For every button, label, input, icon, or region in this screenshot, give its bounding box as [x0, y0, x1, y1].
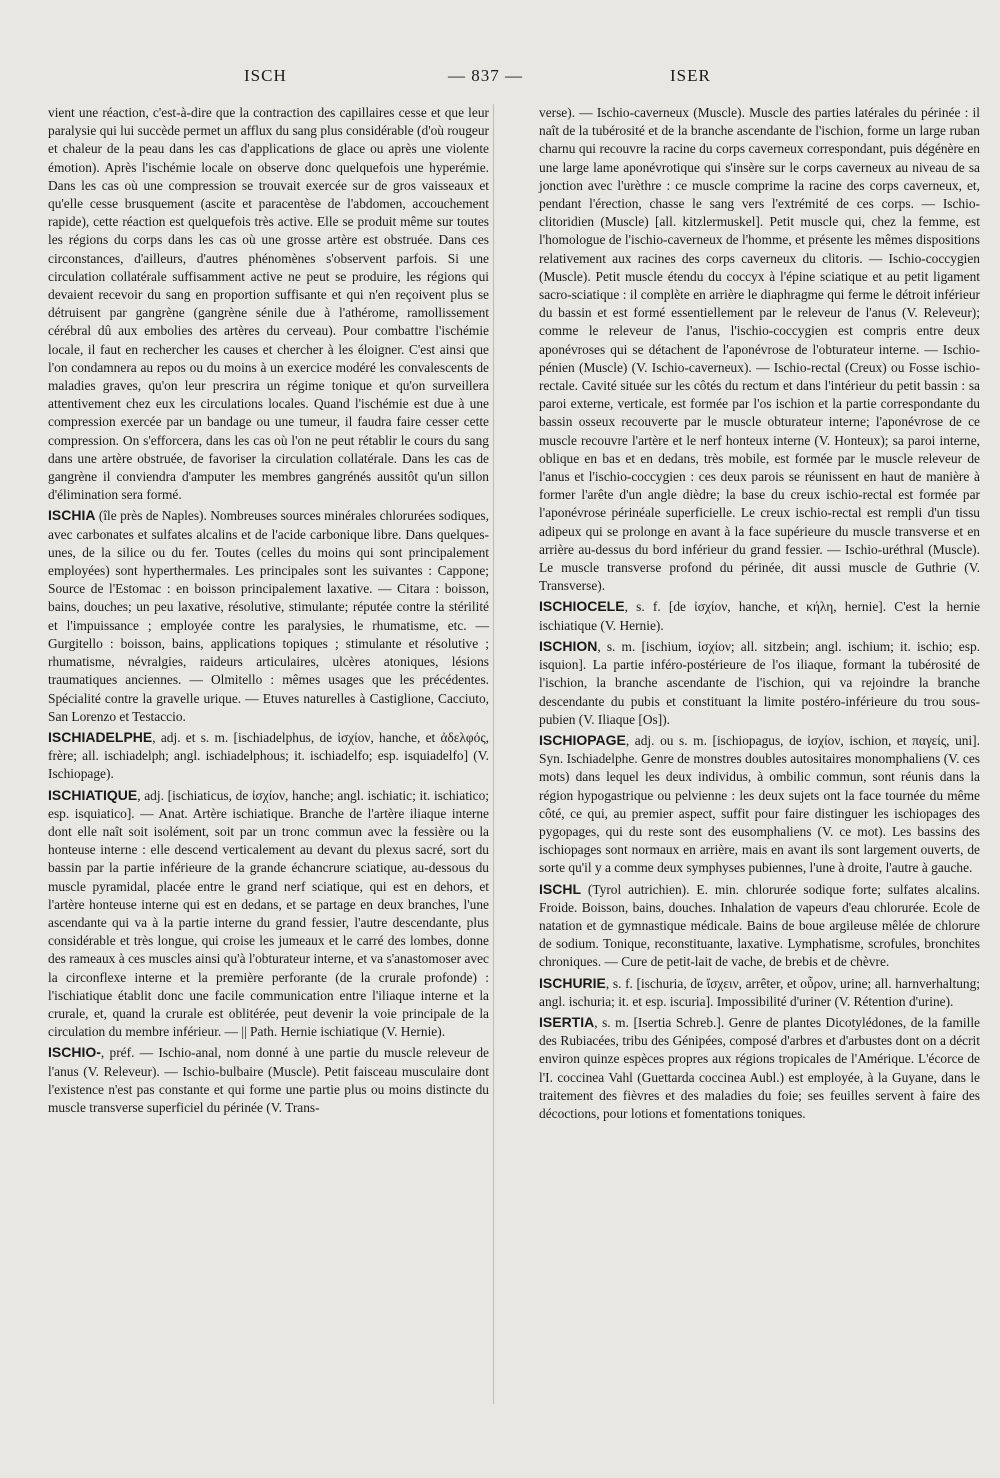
headword: ISCHIOPAGE	[539, 731, 626, 748]
entry-ischiopage: ISCHIOPAGE, adj. ou s. m. [ischiopagus, de ἰσχίον, ischion, et παγείς, uni]. Syn. Ischiadelphe. Genre de monstres doubles autositaires monomphaliens (V. ces mots) dans lequel les deux individus, à ombilic commun, sont réunis dans la région hypogastrique ou pelvienne : les deux sujets ont la face tournée du même côté, ce qui, au premier aspect, suffit pour faire distinguer les ischiopages des pygopages, qui du reste sont des eusomphaliens (V. ce mot). Les bassins des ischiopages sont normaux en arrière, mais en avant ils sont largement ouverts, de sorte qu'il y a comme deux symphyses pubiennes, l'une à droite, l'autre à gauche.	[539, 731, 980, 876]
entry-ischurie: ISCHURIE, s. f. [ischuria, de ἴσχειν, arrêter, et οὖρον, urine; all. harnverhaltung; angl. ischuria; it. et esp. iscuria]. Impossibilité d'uriner (V. Rétention d'urine).	[539, 974, 980, 1009]
headword: ISCHIOCELE	[539, 598, 625, 615]
headword: ISERTIA	[539, 1013, 595, 1030]
entry-ischio-continued: verse). — Ischio-caverneux (Muscle). Muscle des parties latérales du périnée : il naît de la tubérosité et de la branche ascendante de l'ischion, forme un large ruban charnu qui recouvre la racine du corps caverneux correspondant, puis dégénère en une large lame aponévrotique qui s'insère sur le corps caverneux au niveau de sa jonction avec l'urèthre : ce muscle comprime la racine des corps caverneux, et, pendant l'érection, chasse le sang vers l'extrémité de ces corps. — Ischio-clitoridien (Muscle) [all. kitzlermuskel]. Petit muscle qui, chez la femme, est l'homologue de l'ischio-caverneux de l'homme, et présente les mêmes dispositions relativement aux racines des corps caverneux du clitoris. — Ischio-coccygien (Muscle). Petit muscle étendu du coccyx à l'épine sciatique et au petit ligament sacro-sciatique : il complète en arrière le diaphragme qui ferme le détroit inférieur du bassin et est formé essentiellement par le releveur de l'anus (V. Releveur); comme le releveur de l'anus, l'ischio-coccygien est compris entre deux aponévroses qui se détachent de l'aponévrose de l'obturateur interne. — Ischio-pénien (Muscle) (V. Ischio-caverneux). — Ischio-rectal (Creux) ou Fosse ischio-rectale. Cavité située sur les côtés du rectum et dans l'intérieur du petit bassin : sa paroi externe, verticale, est formée par l'os ischion et la partie correspondante du bassin osseux recouverte par le muscle obturateur interne; l'aponévrose de ce muscle recouvre l'artère et le nerf honteux interne (V. Honteux); sa paroi interne, oblique en bas et en dedans, très mobile, est formée par le muscle releveur de l'anus et l'ischio-coccygien : ces deux parois se réunissent en haut de manière à former l'arête d'un angle dièdre; la base du creux ischio-rectal est formée par l'aponévrose périnéale superficielle. Le creux ischio-rectal est rempli d'un tissu adipeux qui se prolonge en avant à la face supérieure du muscle transverse et en arrière au-dessus du bord inférieur du grand fessier. — Ischio-uréthral (Muscle). Le muscle transverse profond du périnée, dit aussi muscle de Guthrie (V. Transverse).	[539, 105, 980, 594]
entry-ischio-prefix: ISCHIO-, préf. — Ischio-anal, nom donné à une partie du muscle releveur de l'anus (V. Releveur). — Ischio-bulbaire (Muscle). Petit faisceau musculaire dont l'existence n'est pas constante et qui forme une partie plus ou moins distincte du muscle transverse superficiel du périnée (V. Trans-	[48, 1044, 489, 1115]
entry-ischiatique: ISCHIATIQUE, adj. [ischiaticus, de ἰσχίον, hanche; angl. ischiatic; it. ischiatico; esp. isquiatico]. — Anat. Artère ischiatique. Branche de l'artère iliaque interne dont elle naît soit isolément, soit par un tronc commun avec la fessière ou la honteuse interne : elle descend verticalement au devant du plexus sacré, sort du bassin par la partie inférieure de la grande échancrure sciatique, au-dessous du muscle pyramidal, placée entre le grand nerf sciatique, qui est en dehors, et l'artère honteuse interne qui est en dedans, et se partage en deux branches, l'une ascendante qui va à la partie interne du grand fessier, l'autre descendante, plus considérable et très longue, qui croise les jumeaux et le carré des lombes, donne des rameaux à ces muscles ainsi qu'à l'obturateur interne, et va s'anastomoser avec la circonflexe interne et la première perforante (de la crurale profonde) : l'ischiatique établit donc une facile communication entre l'iliaque interne et la crurale, et, quand la crurale est oblitérée, peut devenir la voie principale de la circulation du membre inférieur. — || Path. Hernie ischiatique (V. Hernie).	[48, 786, 489, 1040]
entry-ischl: ISCHL (Tyrol autrichien). E. min. chlorurée sodique forte; sulfates alcalins. Froide. Boisson, bains, douches. Inhalation de vapeurs d'eau chlorurée. Ecole de natation et de gymnastique médicale. Bains de boue argileuse mêlée de chlorure de sodium. Tonique, reconstituante, laxative. Lymphatisme, scrofules, bronchites chroniques. — Cure de petit-lait de vache, de brebis et de chèvre.	[539, 880, 980, 970]
header-right-guideword: ISER	[670, 66, 711, 85]
headword: ISCHIATIQUE	[48, 786, 138, 803]
entry-ischia: ISCHIA (île près de Naples). Nombreuses sources minérales chlorurées sodiques, avec carbonates et sulfates alcalins et de l'acide carbonique libre. Dans quelques-unes, de la silice ou du fer. Toutes (celles du moins qui sont principalement employées) sont hyperthermales. Les principales sont les suivantes : Cappone; Source de l'Estomac : en boisson principalement laxative. — Citara : boisson, bains, douches; un peu laxative, résolutive, stimulante; réputée contre la stérilité et l'impuissance ; employée contre les paralysies, le rhumatisme, etc. — Gurgitello : boisson, bains, applications topiques ; stimulante et résolutive ; rhumatisme, névralgies, raideurs articulaires, ulcères atoniques, lésions traumatiques anciennes. — Olmitello : mêmes usages que les précédentes. Spécialité contre la gravelle urique. — Etuves naturelles à Castiglione, Cacciuto, San Lorenzo et Testaccio.	[48, 507, 489, 724]
entry-ischion: ISCHION, s. m. [ischium, ἰσχίον; all. sitzbein; angl. ischium; it. ischio; esp. isquion]. La partie inféro-postérieure de l'os iliaque, formant la tubérosité de l'ischion, la branche ascendante de l'ischion, qui va rejoindre la branche descendante du pubis et constituant la limite postéro-inférieure du trou sous-pubien (V. Iliaque [Os]).	[539, 637, 980, 727]
headword: ISCHIA	[48, 507, 96, 524]
page-number: — 837 —	[448, 66, 523, 85]
headword: ISCHL	[539, 880, 581, 897]
right-column	[539, 104, 980, 1123]
running-header	[48, 66, 974, 96]
left-column	[48, 104, 489, 1123]
headword: ISCHION	[539, 637, 598, 654]
entry-ischiadelphe: ISCHIADELPHE, adj. et s. m. [ischiadelphus, de ἰσχίον, hanche, et ἀδελφός, frère; all. ischiadelph; angl. ischiadelphous; it. ischiadelfo; esp. isquiadelfo] (V. Ischiopage).	[48, 728, 489, 782]
headword: ISCHIADELPHE	[48, 728, 153, 745]
entry-paragraph: vient une réaction, c'est-à-dire que la contraction des capillaires cesse et que leur paralysie qui lui succède permet un afflux du sang plus considérable (d'où rougeur et chaleur de la peau dans les cas d'applications de glace ou après une violente émotion). Après l'ischémie locale on observe donc quelquefois une hyperémie. Dans les cas où une compression se trouvait exercée sur de gros vaisseaux et qu'elle cesse brusquement (ascite et paracentèse de l'abdomen, accouchement rapide), cette réaction est quelquefois très active. Elle se produit même sur toutes les régions du corps dans les cas où une grosse artère est obstruée. Dans ces circonstances, d'ailleurs, d'autres phénomènes s'observent parfois. Si une circulation collatérale suffisamment active ne peut se produire, les régions qui devaient recevoir du sang en proportion suffisante et qui n'en reçoivent plus se détruisent par gangrène (gangrène sénile due à l'athérome, ramollissement cérébral dû aux embolies des artères du cerveau). Pour combattre l'ischémie locale, il faut en rechercher les causes et chercher à les éloigner. C'est ainsi que l'on condamnera au repos ou du moins à un exercice modéré les convalescents de maladies graves, qu'on leur prescrira un régime tonique et qu'on surveillera attentivement chez eux les circulations locales. Quand l'ischémie est due à une compression exercée par un bandage ou une tumeur, il faudra faire cesser cette compression. On s'efforcera, dans les cas où l'on ne peut rétablir le cours du sang dans une artère obstruée, de favoriser la circulation collatérale. Dans les cas de gangrène il conviendra d'amputer les membres gangrénés aussitôt qu'un sillon d'élimination sera formé.	[48, 105, 489, 503]
headword: ISCHIO-	[48, 1044, 101, 1061]
headword: ISCHURIE	[539, 974, 606, 991]
entry-ischiocele: ISCHIOCELE, s. f. [de ἰσχίον, hanche, et κήλη, hernie]. C'est la hernie ischiatique (V. Hernie).	[539, 598, 980, 633]
header-left-guideword: ISCH	[244, 66, 287, 85]
entry-isertia: ISERTIA, s. m. [Isertia Schreb.]. Genre de plantes Dicotylédones, de la famille des Rubiacées, tribu des Génipées, composé d'arbres et d'arbustes dont on a décrit environ quinze espèces propres aux régions tropicales de l'Amérique. L'écorce de l'I. coccinea Vahl (Guettarda coccinea Aubl.) est employée, à la Guyane, dans le traitement des fièvres et des maladies du foie; ses feuilles servent à faire des décoctions, pour lotions et fomentations toniques.	[539, 1013, 980, 1121]
two-column-body	[48, 104, 980, 1123]
